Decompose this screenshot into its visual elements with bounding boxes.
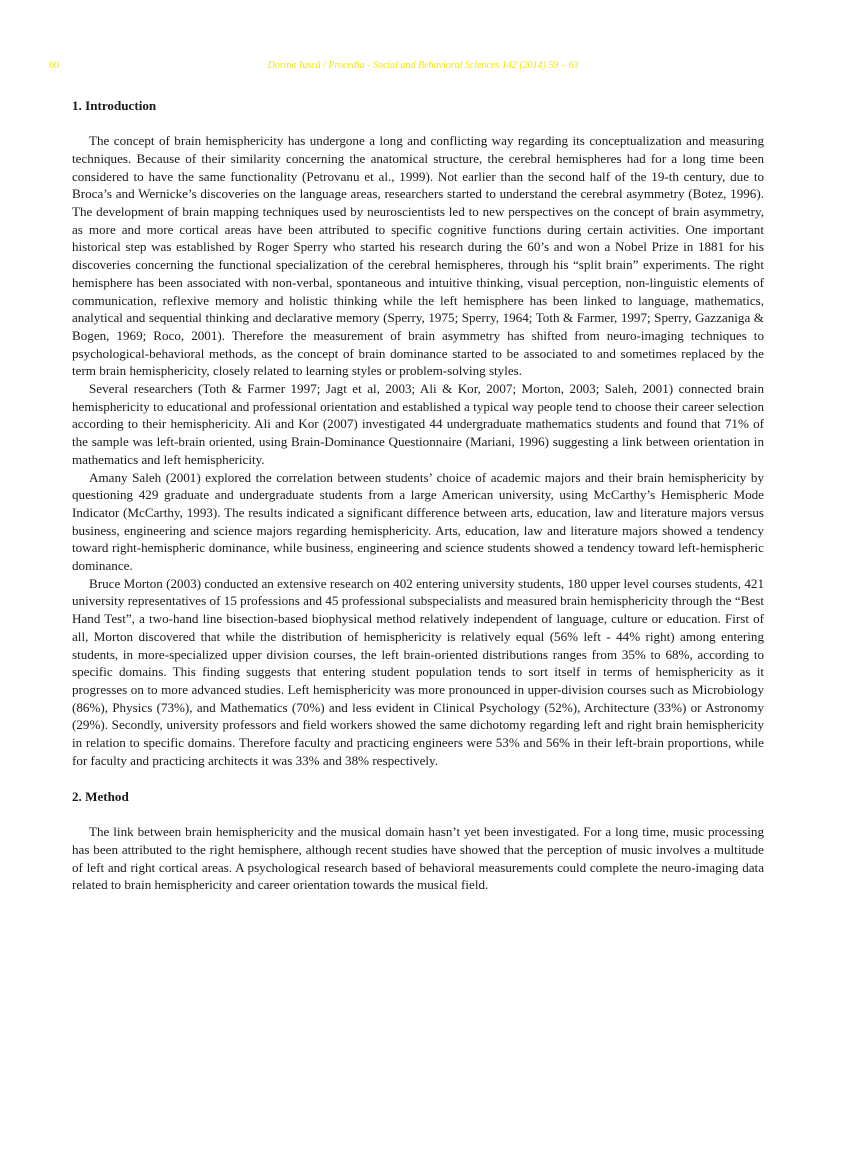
section-heading-method: 2. Method bbox=[72, 789, 129, 805]
article-body bbox=[72, 97, 764, 894]
spacer bbox=[72, 806, 764, 824]
paragraph: The concept of brain hemisphericity has undergone a long and conflicting way regarding its conceptualization and measuring techniques. Because of their similarity concerning the anatomical structure, the cerebral hemispheres had for a long time been considered to have the same functionality (Petrovanu et al., 1999). Not earlier than the second half of the 19-th century, due to Broca’s and Wernicke’s discoveries on the language areas, researchers started to understand the cerebral asymmetry (Botez, 1996). The development of brain mapping techniques used by neuroscientists led to new perspectives on the concept of brain asymmetry, as more and more cortical areas have been attributed to specific cognitive functions during certain activities. One important historical step was established by Roger Sperry who started his research during the 60’s and won a Nobel Prize in 1881 for his discoveries concerning the functional specialization of the cerebral hemispheres, through his “split brain” experiments. The right hemisphere has been associated with non-verbal, spontaneous and intuitive thinking, visual perception, non-linguistic elements of communication, reflexive memory and holistic thinking while the left hemisphere has been linked to language, mathematics, analytical and sequential thinking and declarative memory (Sperry, 1975; Sperry, 1964; Toth & Farmer, 1997; Sperry, Gazzaniga & Bogen, 1969; Roco, 2001). Therefore the measurement of brain asymmetry has shifted from neuro-imaging techniques to psychological-behavioral methods, as the concept of brain dominance started to be associated to and sometimes replaced by the term brain hemisphericity, closely related to learning styles or problem-solving styles. bbox=[72, 133, 764, 379]
page-number: 60 bbox=[49, 60, 59, 71]
spacer bbox=[72, 115, 764, 133]
paragraph: Several researchers (Toth & Farmer 1997; Jagt et al, 2003; Ali & Kor, 2007; Morton, 2003; Saleh, 2001) connected brain hemisphericity to educational and professional orientation and established a typical way people tend to choose their career selection according to their hemisphericity. Ali and Kor (2007) investigated 44 undergraduate mathematics students and found that 71% of the sample was left-brain oriented, using Brain-Dominance Questionnaire (Mariani, 1996) suggesting a link between orientation in mathematics and left hemisphericity. bbox=[72, 381, 764, 467]
paragraph: Amany Saleh (2001) explored the correlation between students’ choice of academic majors and their brain hemisphericity by questioning 429 graduate and undergraduate students from a large American university, using McCarthy’s Hemispheric Mode Indicator (McCarthy, 1993). The results indicated a significant difference between arts, education, law and literature majors versus business, engineering and science majors regarding hemisphericity. Arts, education, law and literature majors showed a tendency toward right-hemispheric dominance, while business, engineering and science students showed a tendency toward left-hemispheric dominance. bbox=[72, 469, 764, 574]
running-header bbox=[0, 59, 846, 73]
section-heading-introduction: 1. Introduction bbox=[72, 98, 157, 113]
journal-reference: Dorina Iuscă / Procedia - Social and Behavioral Sciences 142 (2014) 59 – 63 bbox=[267, 60, 579, 71]
paragraph: The link between brain hemisphericity and the musical domain hasn’t yet been investigated. For a long time, music processing has been attributed to the right hemisphere, although recent studies have showed that the perception of music involves a multitude of left and right cortical areas. A psychological research based of behavioral measurements could complete the neuro-imaging data related to brain hemisphericity and career orientation towards the musical field. bbox=[72, 824, 764, 893]
spacer bbox=[72, 770, 764, 789]
paragraph: Bruce Morton (2003) conducted an extensive research on 402 entering university students, 180 upper level courses students, 421 university representatives of 15 professions and 45 professional subspecialists and measured brain hemisphericity through the “Best Hand Test”, a two-hand line bisection-based biophysical method relatively independent of language, culture or education. First of all, Morton discovered that while the distribution of hemisphericity is relatively equal (56% left - 44% right) among entering students, in more-specialized upper division courses, the left brain-oriented distributions ranges from 35% to 68%, according to specific domains. This finding suggests that entering student population tends to sort itself in terms of hemisphericity as it progresses on to more advanced studies. Left hemisphericity was more pronounced in upper-division courses such as Microbiology (86%), Physics (73%), and Mathematics (70%) and less evident in Clinical Psychology (52%), Architecture (33%) or Astronomy (29%). Secondly, university professors and field workers showed the same dichotomy regarding left and right brain hemisphericity in relation to specific domains. Therefore faculty and practicing engineers were 53% and 56% in their left-brain proportions, while for faculty and practicing architects it was 33% and 38% respectively. bbox=[72, 575, 764, 768]
